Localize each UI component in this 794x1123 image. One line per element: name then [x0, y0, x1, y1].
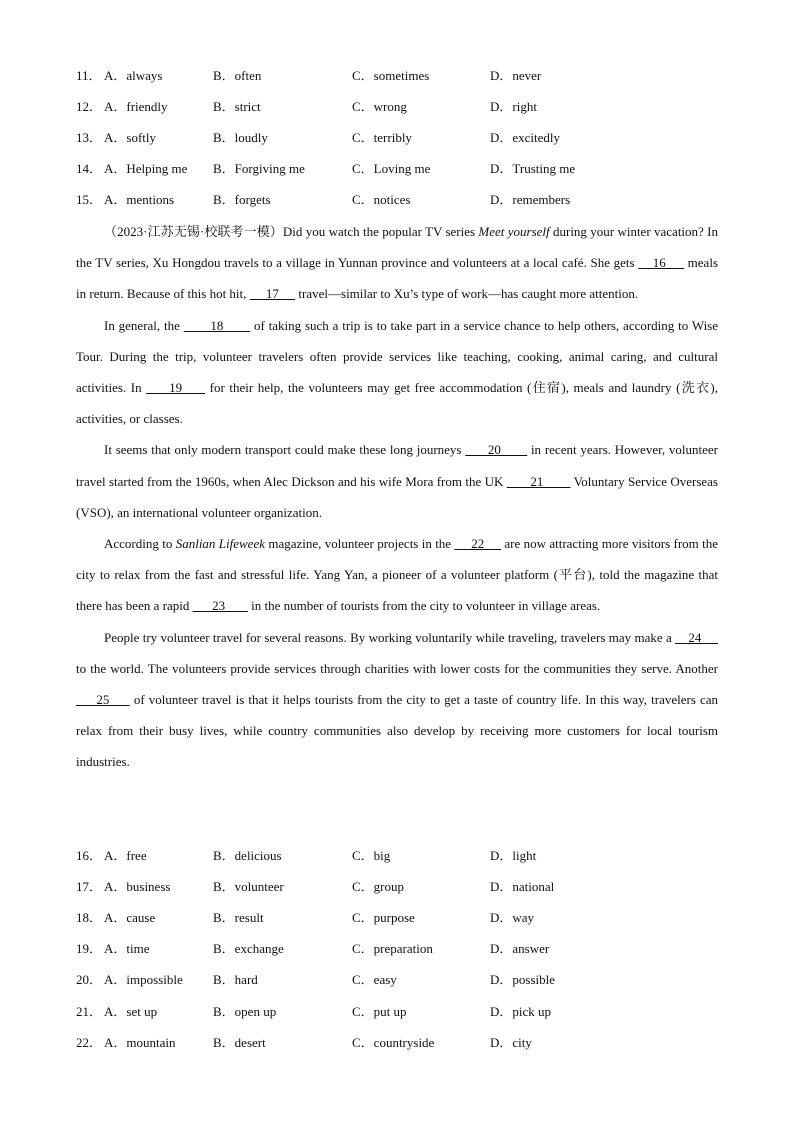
passage-text: Did you watch the popular TV series — [282, 224, 479, 239]
option-a: A．friendly — [104, 99, 168, 114]
question-number: 13． — [76, 130, 103, 145]
blank-18: 18 — [183, 317, 251, 333]
passage-text: of taking such a trip is to take part in a service chance to help others, according to Wise Tour. During the trip, volunteer travelers often provide services like teaching, cooking, animal caring, and cultural activities. In — [76, 317, 719, 396]
option-d: D．possible — [490, 972, 556, 987]
passage-paragraph-1 — [76, 216, 718, 310]
option-b: B．Forgiving me — [213, 161, 305, 176]
passage-text: in the number of tourists from the city to volunteer in village areas. — [247, 598, 601, 614]
option-b: B．desert — [213, 1035, 266, 1050]
passage-text: It seems that only modern transport could make these long journeys — [104, 442, 466, 458]
option-a: A．impossible — [104, 972, 183, 987]
blank-23: 23 — [192, 598, 248, 614]
passage-paragraph-5 — [76, 622, 718, 778]
tv-series-title: Meet yourself — [478, 224, 550, 239]
option-b: B．often — [213, 68, 262, 83]
question-number: 14． — [76, 161, 103, 176]
question-number: 20． — [76, 972, 103, 987]
question-number: 12． — [76, 99, 103, 114]
passage-text: during your winter vacation? In the TV series, Xu Hongdou travels to a village in Yunnan province and volunteers at a local café. She gets — [76, 224, 718, 271]
passage-text: meals in return. Because of this hot hit, — [76, 255, 719, 302]
question-number: 22． — [76, 1035, 103, 1050]
option-c: C．sometimes — [352, 68, 430, 83]
option-d: D．Trusting me — [490, 161, 576, 176]
question-row — [76, 1002, 736, 1022]
passage-text: People try volunteer travel for several reasons. By working voluntarily while traveling, travelers may make a — [104, 629, 676, 645]
option-a: A．cause — [104, 910, 156, 925]
option-d: D．national — [490, 879, 555, 894]
option-b: B．open up — [213, 1004, 277, 1019]
blank-20: 20 — [465, 442, 528, 458]
passage-text: to the world. The volunteers provide services through charities with lower costs for the communities they serve. Another — [76, 660, 718, 676]
question-row — [76, 970, 736, 990]
question-row — [76, 908, 736, 928]
blank-17: 17 — [249, 286, 296, 302]
option-a: A．softly — [104, 130, 157, 145]
option-c: C．preparation — [352, 941, 433, 956]
passage-text: for their help, the volunteers may get free accommodation (住宿), meals and laundry (洗衣), activities, or classes. — [76, 380, 719, 427]
passage-text: Voluntary Service Overseas (VSO), an international volunteer organization. — [76, 473, 718, 520]
option-d: D．remembers — [490, 192, 571, 207]
question-number: 19． — [76, 941, 103, 956]
option-a: A．business — [104, 879, 171, 894]
option-a: A．always — [104, 68, 163, 83]
blank-25: 25 — [76, 692, 130, 708]
question-row — [76, 1033, 736, 1053]
question-number: 16． — [76, 848, 103, 863]
question-row — [76, 128, 736, 148]
question-number: 21． — [76, 1004, 103, 1019]
option-a: A．mountain — [104, 1035, 176, 1050]
option-c: C．Loving me — [352, 161, 431, 176]
option-c: C．group — [352, 879, 405, 894]
passage-text: In general, the — [104, 317, 184, 333]
passage-paragraph-3 — [76, 434, 718, 528]
blank-21: 21 — [506, 473, 571, 489]
option-b: B．volunteer — [213, 879, 284, 894]
question-row — [76, 66, 736, 86]
passage-text: travel—similar to Xu’s type of work—has caught more attention. — [295, 286, 639, 302]
question-row — [76, 97, 736, 117]
option-c: C．big — [352, 848, 391, 863]
option-b: B．result — [213, 910, 264, 925]
option-b: B．delicious — [213, 848, 282, 863]
option-a: A．set up — [104, 1004, 158, 1019]
passage-paragraph-4 — [76, 528, 718, 622]
question-row — [76, 159, 736, 179]
option-d: D．answer — [490, 941, 550, 956]
question-number: 18． — [76, 910, 103, 925]
option-c: C．wrong — [352, 99, 407, 114]
option-c: C．notices — [352, 192, 411, 207]
reading-passage — [76, 216, 718, 778]
source-label: （2023·江苏无锡·校联考一模） — [104, 224, 283, 239]
option-d: D．excitedly — [490, 130, 561, 145]
option-d: D．light — [490, 848, 537, 863]
blank-16: 16 — [638, 255, 685, 271]
option-c: C．purpose — [352, 910, 415, 925]
passage-text: in recent years. However, volunteer travel started from the 1960s, when Alec Dickson and his wife Mora from the UK — [76, 442, 719, 489]
option-a: A．Helping me — [104, 161, 188, 176]
option-c: C．easy — [352, 972, 397, 987]
option-d: D．way — [490, 910, 535, 925]
blank-22: 22 — [454, 536, 502, 552]
option-d: D．never — [490, 68, 542, 83]
option-c: C．terribly — [352, 130, 412, 145]
question-row — [76, 846, 736, 866]
magazine-title: Sanlian Lifeweek — [175, 536, 265, 552]
passage-text: of volunteer travel is that it helps tourists from the city to get a taste of country life. In this way, travelers can relax from their busy lives, while country communities also develop by receiving more customers for local tourism industries. — [76, 692, 718, 770]
question-number: 17． — [76, 879, 103, 894]
option-d: D．pick up — [490, 1004, 552, 1019]
passage-paragraph-2 — [76, 310, 718, 435]
passage-text: are now attracting more visitors from the city to relax from the fast and stressful life. Yang Yan, a pioneer of a volunteer platform (平台), told the magazine that there has been a rapid — [76, 536, 719, 614]
option-d: D．right — [490, 99, 537, 114]
option-b: B．hard — [213, 972, 258, 987]
option-b: B．strict — [213, 99, 261, 114]
option-b: B．exchange — [213, 941, 284, 956]
option-c: C．countryside — [352, 1035, 435, 1050]
blank-19: 19 — [146, 380, 206, 396]
option-a: A．free — [104, 848, 147, 863]
option-b: B．loudly — [213, 130, 268, 145]
question-row — [76, 939, 736, 959]
question-number: 15． — [76, 192, 103, 207]
question-number: 11． — [76, 68, 102, 83]
passage-text: According to — [104, 536, 176, 552]
option-a: A．time — [104, 941, 150, 956]
question-row — [76, 190, 736, 210]
option-d: D．city — [490, 1035, 532, 1050]
option-a: A．mentions — [104, 192, 175, 207]
passage-text: magazine, volunteer projects in the — [265, 536, 455, 552]
option-b: B．forgets — [213, 192, 271, 207]
question-row — [76, 877, 736, 897]
option-c: C．put up — [352, 1004, 407, 1019]
blank-24: 24 — [675, 629, 719, 645]
